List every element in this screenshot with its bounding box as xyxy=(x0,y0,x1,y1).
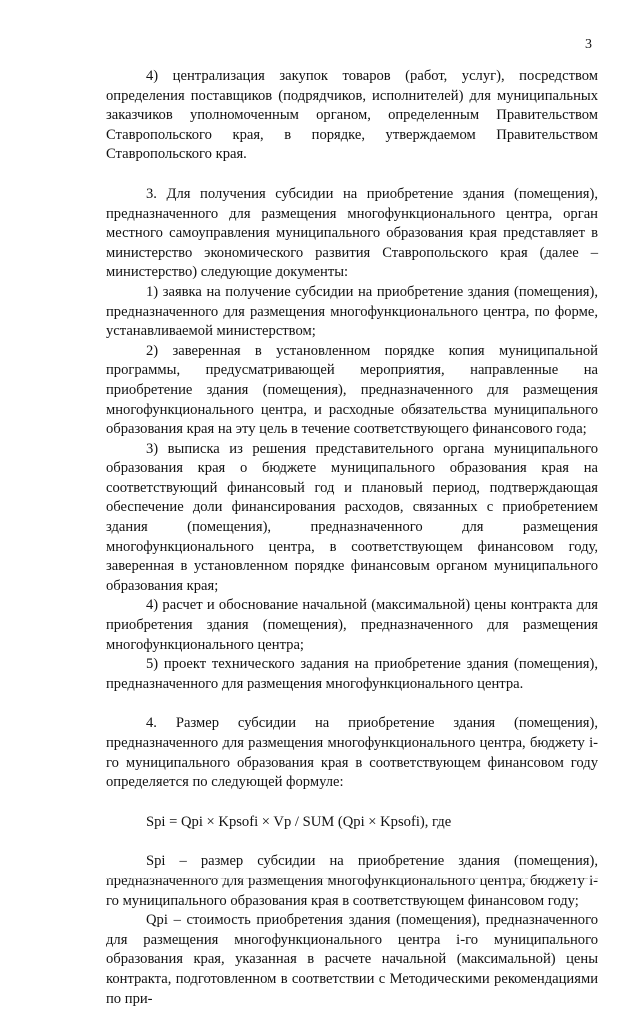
document-item-1: 1) заявка на получение субсидии на приобретение здания (помещения), предназначенного для размещения многофункционального центра, по форме, устанавливаемой министерством; xyxy=(106,283,598,340)
paragraph-4-intro: 4. Размер субсидии на приобретение здания (помещения), предназначенного для размещения многофункционального центра, бюджету i-го муниципального образования края в соответствующем финансовом году определяется по следующей формуле: xyxy=(106,715,598,791)
paragraph-item-4-centralization: 4) централизация закупок товаров (работ, услуг), посредством определения поставщиков (подрядчиков, исполнителей) для муниципальных заказчиков уполномоченным органом, определенным Правительством Ставропольского края, в порядке, утверждаемом Правительством Ставропольского края. xyxy=(106,68,598,163)
document-item-3: 3) выписка из решения представительного органа муниципального образования края о бюджете муниципального образования края на соответствующий финансовый год и плановый период, подтверждающая обеспечение доли финансирования расходов, связанных с приобретением здания (помещения), предназначенного для размещения многофункционального центра, в соответствующем финансовом году, заверенная в установленном порядке финансовым органом муниципального образования края; xyxy=(106,440,598,594)
formula-line: Spi = Qpi × Kpsofi × Vp / SUM (Qpi × Kpsofi), где xyxy=(146,813,452,830)
document-item-2: 2) заверенная в установленном порядке копия муниципальной программы, предусматривающей мероприятия, направленные на приобретение здания (помещения), предназначенного для размещения многофункционального центра, и расходные обязательства муниципального образования края на эту цель в течение соответствующего финансового года; xyxy=(106,342,598,438)
formula-gap xyxy=(106,832,598,852)
definition-spi: Spi – размер субсидии на приобретение здания (помещения), предназначенного для размещения многофункционального центра, бюджету i-го муниципального образования края в соответствующем финансовом году; xyxy=(106,853,598,909)
paragraph-3-intro: 3. Для получения субсидии на приобретение здания (помещения), предназначенного для размещения многофункционального центра, орган местного самоуправления муниципального образования края представляет в министерство экономического развития Ставропольского края (далее – министерство) следующие документы: xyxy=(106,185,598,281)
definition-qpi: Qpi – стоимость приобретения здания (помещения), предназначенного для размещения многофункционального центра i-го муниципального образования края, указанная в расчете начальной (максимальной) цены контракта, подготовленном в соответствии с Методическими рекомендациями по при- xyxy=(106,912,598,1007)
page-number: 3 xyxy=(585,37,592,52)
document-body xyxy=(106,67,598,1009)
document-item-4: 4) расчет и обоснование начальной (максимальной) цены контракта для приобретения здания (помещения), предназначенного для размещения многофункционального центра; xyxy=(106,597,598,653)
paragraph-gap xyxy=(106,694,598,714)
bottom-scan-line xyxy=(106,878,598,879)
paragraph-gap xyxy=(106,165,598,185)
formula-gap xyxy=(106,793,598,813)
document-item-5: 5) проект технического задания на приобретение здания (помещения), предназначенного для размещения многофункционального центра. xyxy=(106,656,598,692)
